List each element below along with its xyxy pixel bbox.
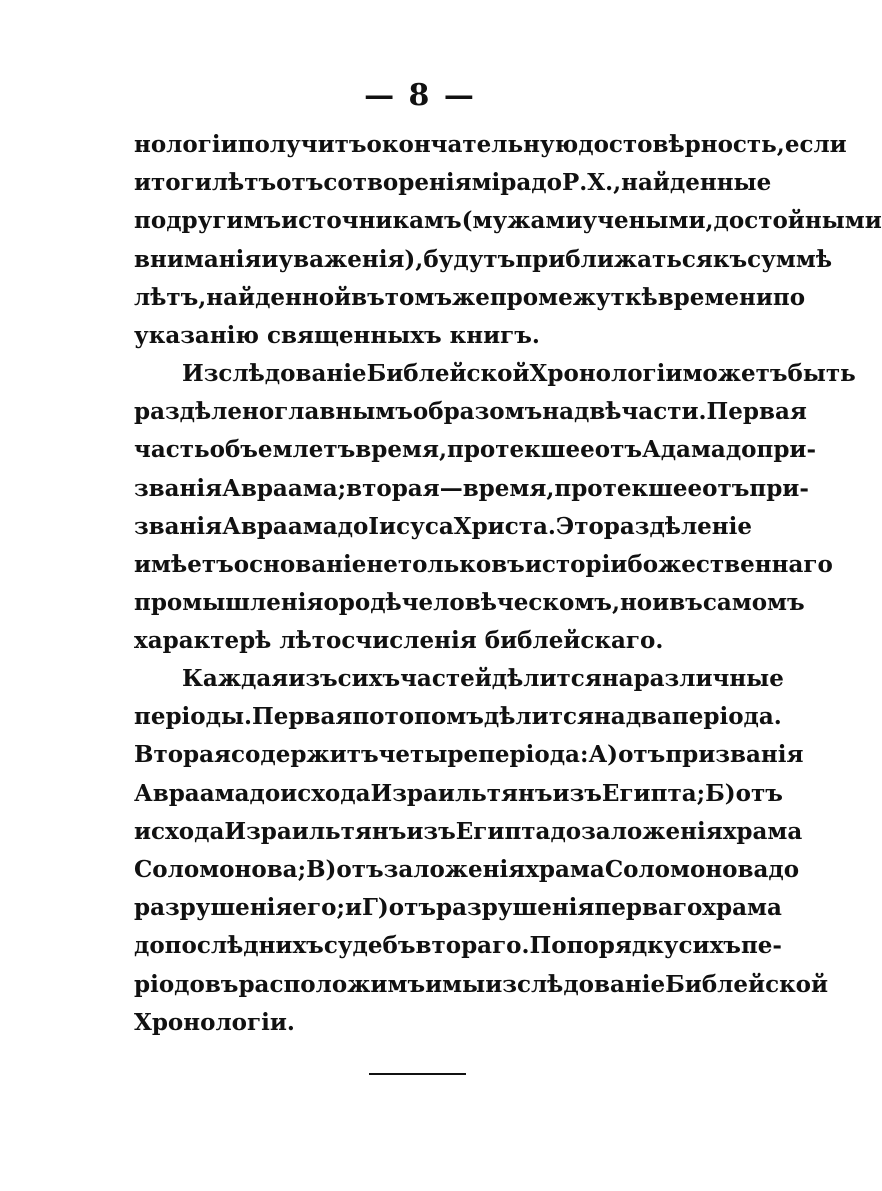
text-line [134, 393, 807, 431]
word: достовѣрность, [578, 131, 785, 158]
text-line [134, 813, 803, 851]
word: отъ [336, 855, 384, 883]
word: Библейской [366, 360, 530, 387]
word: содержитъ [231, 741, 379, 769]
word: разрушенiя [436, 894, 595, 922]
word: Г) [362, 894, 389, 922]
word: расположимъ [238, 970, 426, 998]
word: до [134, 932, 165, 960]
text-line [134, 355, 856, 393]
word: храма [702, 894, 782, 922]
text-line [134, 698, 782, 736]
word: быть [787, 360, 856, 387]
word: Это [555, 512, 604, 540]
word: другимъ [166, 207, 282, 235]
word: Б) [705, 779, 736, 807]
word: отъ [735, 779, 783, 807]
word: пе- [740, 932, 782, 960]
text-line [134, 508, 753, 546]
word: мiра [471, 169, 532, 197]
word: (мужами [461, 207, 583, 235]
word: но [619, 589, 653, 617]
word: исторiи [524, 550, 628, 578]
word: мы [442, 970, 486, 998]
word: части. [621, 398, 707, 426]
word: перiода: [478, 741, 589, 769]
word: Х., [587, 169, 622, 197]
text-line [134, 966, 829, 1004]
word: отъ [594, 436, 642, 464]
word: до [768, 855, 800, 883]
word: лѣтосчисленiя [279, 627, 477, 655]
word: отъ [388, 894, 437, 922]
word: Соломонова [604, 855, 769, 883]
word: раздѣлено [134, 398, 275, 426]
word: будутъ [423, 245, 516, 273]
word: два [625, 703, 672, 731]
word: Iисуса [368, 512, 454, 540]
word: протекшее [554, 474, 703, 502]
word: вниманiя [134, 245, 262, 273]
word: рiодовъ [134, 970, 239, 998]
word: призванiя [665, 741, 804, 769]
text-line [134, 584, 805, 622]
word: Египта [455, 817, 551, 845]
word: по [772, 283, 806, 311]
word: Израильтянъ [370, 779, 553, 807]
word: изъ [552, 779, 602, 807]
word: указанiю [134, 321, 259, 349]
word: божественнаго [627, 550, 833, 578]
word: раздѣленiе [603, 512, 753, 540]
word: перваго [594, 894, 703, 922]
word: получитъ [237, 131, 367, 158]
text-line [134, 279, 806, 317]
word: различные [633, 665, 784, 692]
text-line [134, 241, 833, 279]
word: частей [400, 665, 492, 692]
word: сотворенiя [323, 169, 472, 197]
word: званiя [134, 474, 223, 502]
word: нологiи [134, 131, 238, 158]
word: томъ [384, 283, 452, 311]
word: суммѣ [747, 245, 833, 273]
section-divider-rule [369, 1073, 466, 1075]
word: сихъ [678, 932, 741, 960]
paragraph-1 [134, 126, 882, 355]
word: учеными, [582, 207, 714, 235]
text-line [134, 889, 782, 927]
word: времени [657, 283, 773, 311]
word: Первая [252, 703, 353, 731]
word: Христа. [453, 512, 556, 540]
word: А) [588, 741, 619, 769]
text-line [134, 431, 817, 469]
word: — [439, 474, 463, 502]
word: отъ [702, 474, 750, 502]
word: если [784, 131, 847, 158]
word: разрушенiя [134, 894, 293, 922]
word: по [134, 207, 167, 235]
word: отъ [276, 169, 324, 197]
word: храма [525, 855, 605, 883]
text-line [134, 660, 784, 698]
word: и [344, 894, 363, 922]
word: источникамъ [281, 207, 462, 235]
word: на [593, 703, 626, 731]
word: перiоды. [134, 703, 253, 731]
text-line [134, 317, 708, 355]
word: время, [462, 474, 555, 502]
text-line [134, 927, 782, 965]
word: лѣтъ [211, 169, 277, 197]
word: время, [355, 436, 447, 464]
word: заложенiя [383, 855, 526, 883]
word: найденные [621, 169, 772, 197]
word: судебъ [323, 932, 416, 960]
word: его; [292, 894, 345, 922]
word: и [652, 589, 670, 617]
paragraph-3 [134, 660, 829, 1042]
word: исхода [280, 779, 371, 807]
word: книгъ. [449, 321, 540, 349]
paragraph-2 [134, 355, 856, 661]
word: протекшее [446, 436, 595, 464]
text-line [134, 736, 804, 774]
word: По [529, 932, 567, 960]
word: Соломонова; [134, 855, 307, 883]
word: двѣ [573, 398, 622, 426]
word: священныхъ [267, 321, 442, 349]
word: Вторая [134, 741, 232, 769]
word: Изслѣдованiе [182, 360, 367, 387]
word: Хронологiи. [134, 1008, 295, 1036]
word: храма [722, 817, 803, 845]
word: дѣлится [483, 703, 594, 731]
word: изъ [288, 665, 338, 692]
word: Хронологiи [529, 360, 683, 387]
word: главнымъ [274, 398, 413, 426]
word: не [366, 550, 398, 578]
word: до [337, 512, 369, 540]
text-line [134, 1004, 708, 1042]
text-line [134, 775, 783, 813]
word: человѣческомъ, [401, 589, 620, 617]
word: Библейской [665, 970, 829, 998]
word: Авраама [134, 779, 250, 807]
word: Адама [641, 436, 726, 464]
word: въ [351, 283, 385, 311]
word: промышленiя [134, 589, 324, 617]
word: образомъ [412, 398, 543, 426]
word: исхода [134, 817, 225, 845]
word: лѣтъ, [134, 283, 207, 311]
word: имѣетъ [134, 550, 234, 578]
word: часть [134, 436, 210, 464]
word: приближаться [515, 245, 713, 273]
word: В) [306, 855, 337, 883]
word: Каждая [182, 665, 289, 692]
word: въ [491, 550, 525, 578]
word: Р. [561, 169, 588, 197]
word: къ [712, 245, 748, 273]
word: Первая [706, 398, 807, 426]
word: Израильтянъ [224, 817, 407, 845]
word: основанiе [233, 550, 367, 578]
word: втораго. [415, 932, 530, 960]
word: можетъ [682, 360, 788, 387]
word: уваженiя), [278, 245, 424, 273]
word: въ [669, 589, 703, 617]
word: Авраама; [222, 474, 347, 502]
word: при- [756, 436, 817, 464]
word: при- [749, 474, 809, 502]
word: на [601, 665, 634, 692]
word: порядку [566, 932, 679, 960]
text-line [134, 202, 882, 240]
word: до [531, 169, 562, 197]
word: сихъ [337, 665, 401, 692]
word: библейскаго. [484, 627, 664, 655]
text-line [134, 164, 772, 202]
word: найденной [206, 283, 352, 311]
word: до [249, 779, 281, 807]
text-line [134, 126, 847, 164]
word: самомъ [702, 589, 805, 617]
word: Авраама [222, 512, 338, 540]
word: до [550, 817, 582, 845]
word: званiя [134, 512, 223, 540]
word: послѣднихъ [164, 932, 324, 960]
text-line [134, 851, 800, 889]
text-line [134, 546, 833, 584]
word: достойными [713, 207, 882, 235]
word: же [451, 283, 490, 311]
word: объемлетъ [209, 436, 356, 464]
word: окончательную [366, 131, 579, 158]
word: перiода. [671, 703, 782, 731]
word: потопомъ [352, 703, 484, 731]
word: характерѣ [134, 627, 272, 655]
word: о [323, 589, 339, 617]
word: до [725, 436, 757, 464]
word: четыре [378, 741, 479, 769]
word: заложенiя [581, 817, 723, 845]
word: и [261, 245, 279, 273]
word: только [397, 550, 492, 578]
text-line [134, 470, 809, 508]
word: и [425, 970, 443, 998]
word: Египта; [601, 779, 706, 807]
word: отъ [618, 741, 666, 769]
word: итоги [134, 169, 212, 197]
page-number: — 8 — [364, 78, 476, 113]
word: родѣ [338, 589, 402, 617]
text-line [134, 622, 708, 660]
word: вторая [346, 474, 440, 502]
word: изъ [406, 817, 456, 845]
word: дѣлится [491, 665, 602, 692]
word: промежуткѣ [489, 283, 658, 311]
word: на [542, 398, 574, 426]
word: изслѣдованiе [485, 970, 666, 998]
